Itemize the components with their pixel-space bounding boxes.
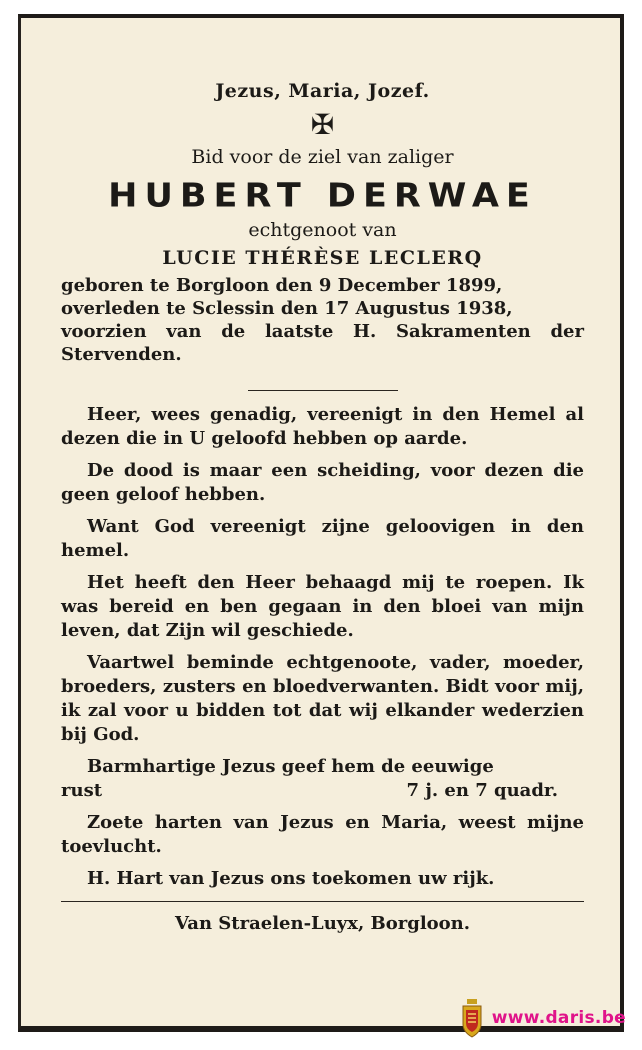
watermark-text: www.daris.be — [491, 1008, 626, 1028]
prayer-paragraph: Heer, wees genadig, vereenigt in den Hemel al dezen die in U geloofd hebben op aarde. — [61, 404, 584, 449]
watermark — [460, 998, 626, 1038]
closing-paragraph: H. Hart van Jezus ons toekomen uw rijk. — [87, 868, 495, 889]
prayer-paragraph: Vaartwel beminde echtgenoote, vader, moeder, broeders, zusters en bloedverwanten. Bidt voor mij, ik zal voor u bidden tot dat wij elkander wederzien bij God. — [61, 652, 584, 745]
invocation: Jezus, Maria, Jozef. — [215, 80, 430, 102]
prayer-paragraph: De dood is maar een scheiding, voor dezen die geen geloof hebben. — [61, 460, 584, 505]
closing-paragraph: Zoete harten van Jezus en Maria, weest mijne toevlucht. — [61, 812, 584, 857]
printer-credit: Van Straelen-Luyx, Borgloon. — [174, 913, 471, 934]
heraldic-crest-icon — [460, 998, 484, 1038]
prayer-paragraph: Want God vereenigt zijne geloovigen in den hemel. — [61, 516, 584, 561]
rest-line — [61, 779, 584, 803]
memorial-card — [18, 14, 624, 1032]
card-content — [61, 78, 584, 936]
deceased-name: HUBERT DERWAE — [108, 177, 537, 215]
rest-word: rust — [61, 780, 103, 801]
divider-short — [248, 390, 398, 391]
life-details — [61, 274, 584, 366]
death-line: overleden te Sclessin den 17 Augustus 1938, — [61, 298, 513, 319]
birth-line: geboren te Borgloon den 9 December 1899, — [61, 275, 503, 296]
divider-long — [61, 901, 584, 902]
sacraments-line: voorzien van de laatste H. Sakramenten der Stervenden. — [61, 321, 584, 365]
cross-icon: ✠ — [310, 108, 335, 141]
relation-text: echtgenoot van — [248, 219, 397, 241]
prayer-intro: Bid voor de ziel van zaliger — [191, 146, 454, 168]
spouse-name: LUCIE THÉRÈSE LECLERQ — [162, 247, 483, 269]
prayer-paragraph: Barmhartige Jezus geef hem de eeuwige — [87, 756, 494, 777]
prayer-paragraph: Het heeft den Heer behaagd mij te roepen. Ik was bereid en ben gegaan in den bloei van mijn leven, dat Zijn wil geschiede. — [61, 572, 584, 641]
indulgence-text: 7 j. en 7 quadr. — [406, 780, 558, 801]
